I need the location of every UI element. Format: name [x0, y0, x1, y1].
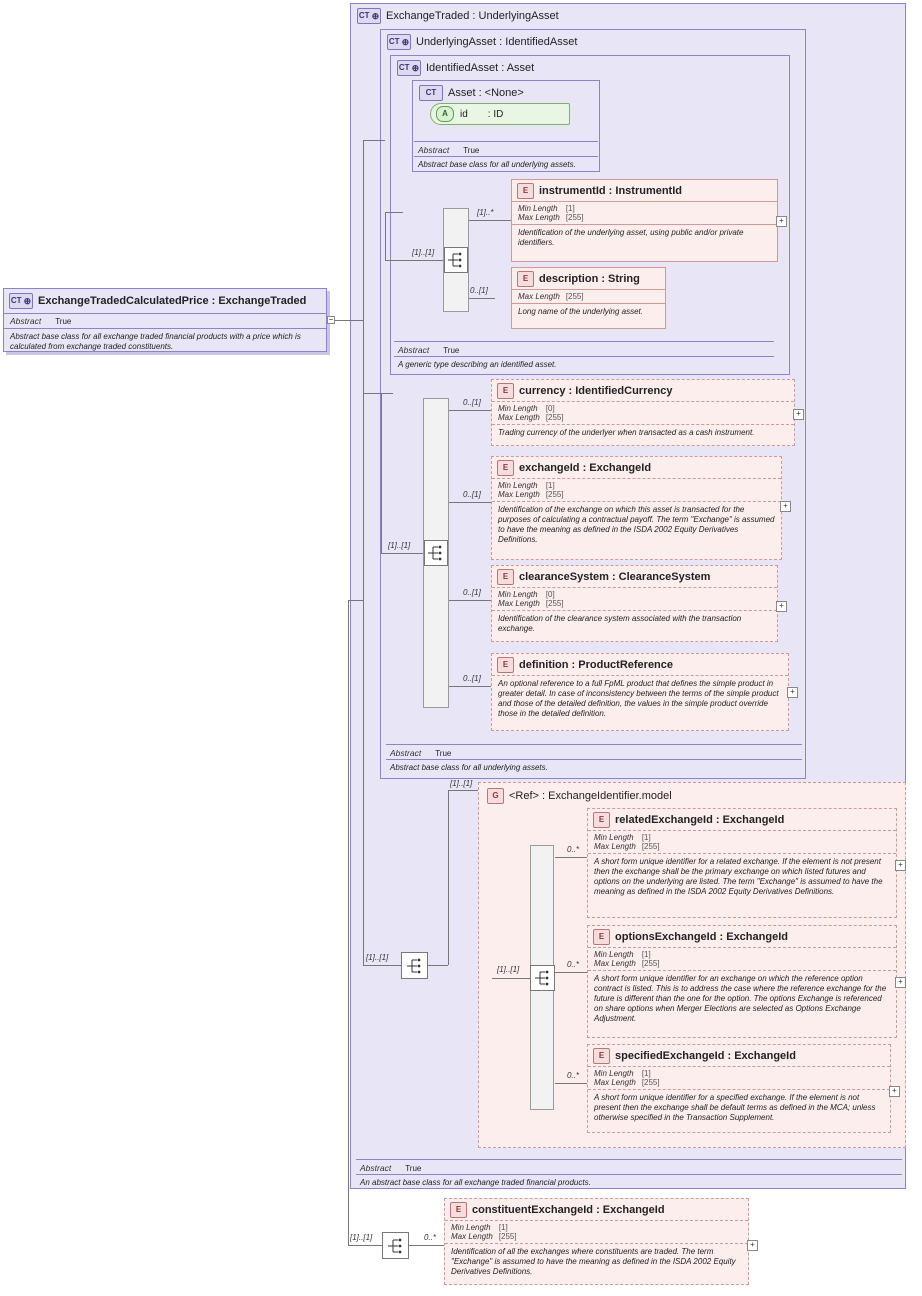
container-identified-asset-header: [392, 57, 539, 78]
element-exchangeId-label: exchangeId : ExchangeId: [519, 462, 652, 474]
group-cardinality: [1]..[1]: [450, 779, 473, 788]
comp4-out-2: [555, 972, 587, 973]
element-instrumentId-expand[interactable]: [776, 216, 787, 227]
exchange-traded-description: An abstract base class for all exchange traded financial products.: [360, 1178, 591, 1187]
element-specifiedExchangeId[interactable]: [587, 1044, 891, 1133]
comp4-out-1: [555, 857, 587, 858]
root-collapse-handle[interactable]: –: [327, 316, 335, 324]
comp2-out-1: [449, 410, 491, 411]
comp3-cardinality: [1]..[1]: [366, 953, 389, 962]
comp3-out-top: [448, 790, 480, 791]
e-icon: E: [593, 812, 610, 828]
element-instrumentId-label: instrumentId : InstrumentId: [539, 185, 682, 197]
container-exchange-traded-label: ExchangeTraded : UnderlyingAsset: [386, 10, 559, 22]
element-clearanceSystem-expand[interactable]: [776, 601, 787, 612]
element-description[interactable]: [511, 267, 666, 329]
comp1-in-line: [385, 212, 403, 213]
comp4-cardinality: [1]..[1]: [497, 965, 520, 974]
container-asset-label: Asset : <None>: [448, 87, 524, 99]
element-instrumentId[interactable]: [511, 179, 778, 262]
g-icon: G: [487, 788, 504, 804]
element-definition-description: An optional reference to a full FpML product that defines the simple product in greater detail. In case of inconsistency between the terms of the simple product and those of the detailed definition, the values in the simple product override those in the detailed definition.: [498, 679, 779, 718]
e-icon: E: [517, 271, 534, 287]
e-icon: E: [593, 929, 610, 945]
comp2-out-2: [449, 502, 491, 503]
specifiedExchangeId-cardinality: 0..*: [567, 1071, 580, 1080]
element-constituentExchangeId-description: Identification of all the exchanges where constituents are traded. The term "Exchange" is assumed to have the meaning as defined in the ISDA 2002 Equity Derivatives Definitions.: [451, 1247, 736, 1276]
e-icon: E: [497, 657, 514, 673]
comp1-in-vline: [385, 212, 386, 260]
comp1-in-line2: [385, 260, 443, 261]
ct-plus-icon: CT ⊕: [387, 34, 411, 50]
comp2-in-vline: [381, 393, 382, 553]
element-currency-description: Trading currency of the underlyer when transacted as a cash instrument.: [498, 428, 755, 437]
comp2-in-line: [381, 393, 393, 394]
element-description-facets: Max Length [255]: [518, 292, 584, 301]
element-specifiedExchangeId-facets: Min Length [1] Max Length [255]: [594, 1069, 660, 1087]
e-icon: E: [450, 1202, 467, 1218]
container-exchange-traded-header: [352, 5, 564, 26]
identified-asset-separator: [394, 341, 774, 342]
element-exchangeId[interactable]: [491, 456, 782, 560]
element-currency-label: currency : IdentifiedCurrency: [519, 385, 673, 397]
comp1-out-top: [469, 220, 511, 221]
comp5-out-line: [409, 1245, 444, 1246]
e-icon: E: [593, 1048, 610, 1064]
element-description-label: description : String: [539, 273, 640, 285]
element-specifiedExchangeId-label: specifiedExchangeId : ExchangeId: [615, 1050, 796, 1062]
element-relatedExchangeId-description: A short form unique identifier for a related exchange. If the element is not present then the exchange shall be the primary exchange on which listed futures and options on the underlying are listed. The term "Exchange" is assumed to have the meaning as defined in the ISDA 2002 Equity Derivatives Definitions.: [594, 857, 883, 896]
e-icon: E: [497, 383, 514, 399]
element-exchangeId-header: [492, 457, 781, 478]
root-node-abstract: Abstract True: [10, 316, 72, 326]
element-definition-expand[interactable]: [787, 687, 798, 698]
asset-separator: [414, 141, 598, 142]
element-optionsExchangeId-description: A short form unique identifier for an exchange on which the reference option contract is listed. This is to address the case where the reference exchange for the future is different than the one for the option. The options Exchange is referenced on share options when Merger Elections are selected as Options Exchange Adjustment.: [594, 974, 887, 1023]
element-constituentExchangeId-header: [445, 1199, 748, 1220]
container-asset-header: [414, 82, 529, 103]
element-clearanceSystem-label: clearanceSystem : ClearanceSystem: [519, 571, 711, 583]
comp3-out-line: [428, 965, 448, 966]
comp2-out-3: [449, 600, 491, 601]
element-definition[interactable]: [491, 653, 789, 731]
element-description-description: Long name of the underlying asset.: [518, 307, 643, 316]
root-branch-top: [363, 140, 385, 141]
attribute-id[interactable]: [430, 103, 570, 125]
underlying-asset-abstract: Abstract True: [390, 748, 452, 758]
comp3-out-vline: [448, 790, 449, 965]
comp1-cardinality: [1]..[1]: [412, 248, 435, 257]
underlying-asset-separator: [386, 744, 802, 745]
comp2-cardinality: [1]..[1]: [388, 541, 411, 550]
root-node-label: ExchangeTradedCalculatedPrice : ExchangeTraded: [38, 295, 307, 307]
element-relatedExchangeId-label: relatedExchangeId : ExchangeId: [615, 814, 785, 826]
definition-cardinality: 0..[1]: [463, 674, 481, 683]
group-label: <Ref> : ExchangeIdentifier.model: [509, 790, 672, 802]
element-currency-facets: Min Length [0] Max Length [255]: [498, 404, 564, 422]
comp5-branch-vline: [348, 600, 349, 1245]
element-constituentExchangeId-facets: Min Length [1] Max Length [255]: [451, 1223, 517, 1241]
instrumentId-cardinality: [1]..*: [477, 208, 494, 217]
exchange-traded-separator: [356, 1159, 902, 1160]
element-definition-header: [492, 654, 788, 675]
element-currency-expand[interactable]: [793, 409, 804, 420]
comp1-compositor-icon[interactable]: [444, 247, 468, 273]
element-currency-header: [492, 380, 794, 401]
element-currency[interactable]: [491, 379, 795, 446]
root-node[interactable]: [3, 288, 327, 352]
a-icon: A: [436, 106, 454, 122]
e-icon: E: [497, 460, 514, 476]
identified-asset-description: A generic type describing an identified asset.: [398, 360, 557, 369]
root-node-description: Abstract base class for all exchange traded financial products with a price which is calculated from exchange traded constituents.: [10, 332, 301, 351]
exchange-traded-abstract: Abstract True: [360, 1163, 422, 1173]
attribute-id-type: : ID: [487, 108, 504, 120]
element-constituentExchangeId-expand[interactable]: [747, 1240, 758, 1251]
constituentExchangeId-cardinality: 0..*: [424, 1233, 437, 1242]
comp4-in-line: [492, 978, 530, 979]
identified-asset-abstract: Abstract True: [398, 345, 460, 355]
element-relatedExchangeId-header: [588, 809, 896, 830]
element-exchangeId-description: Identification of the exchange on which this asset is transacted for the purposes of calculating a contractual payoff. The term "Exchange" is assumed to have the meaning as defined in the ISDA 2002 Equity Derivatives Definitions.: [498, 505, 775, 544]
relatedExchangeId-cardinality: 0..*: [567, 845, 580, 854]
element-instrumentId-facets: Min Length [1] Max Length [255]: [518, 204, 584, 222]
comp5-compositor-icon[interactable]: [382, 1232, 409, 1259]
group-header: [482, 785, 677, 806]
element-exchangeId-expand[interactable]: [780, 501, 791, 512]
exchangeId-cardinality: 0..[1]: [463, 490, 481, 499]
element-relatedExchangeId[interactable]: [587, 808, 897, 918]
element-clearanceSystem-facets: Min Length [0] Max Length [255]: [498, 590, 564, 608]
comp5-cardinality: [1]..[1]: [350, 1233, 373, 1242]
attribute-id-label: id: [460, 108, 468, 120]
element-description-header: [512, 268, 665, 289]
element-relatedExchangeId-facets: Min Length [1] Max Length [255]: [594, 833, 660, 851]
ct-plus-icon: CT ⊕: [357, 8, 381, 24]
comp2-in-line2: [381, 553, 423, 554]
root-node-header: [4, 289, 326, 311]
comp3-branch-vline: [363, 600, 364, 965]
comp4-out-3: [555, 1083, 587, 1084]
element-clearanceSystem-header: [492, 566, 777, 587]
comp2-out-4: [449, 686, 491, 687]
element-optionsExchangeId[interactable]: [587, 925, 897, 1038]
element-optionsExchangeId-label: optionsExchangeId : ExchangeId: [615, 931, 788, 943]
element-definition-label: definition : ProductReference: [519, 659, 674, 671]
underlying-asset-description: Abstract base class for all underlying assets.: [390, 763, 548, 772]
container-underlying-asset-header: [382, 31, 582, 52]
description-cardinality: 0..[1]: [470, 286, 488, 295]
asset-abstract: Abstract True: [418, 145, 480, 155]
comp1-out-bot: [469, 298, 495, 299]
ct-plus-icon: CT ⊕: [397, 60, 421, 76]
element-clearanceSystem[interactable]: [491, 565, 778, 642]
element-optionsExchangeId-header: [588, 926, 896, 947]
root-branch-bottom: [348, 600, 363, 601]
element-constituentExchangeId[interactable]: [444, 1198, 749, 1285]
element-exchangeId-facets: Min Length [1] Max Length [255]: [498, 481, 564, 499]
element-relatedExchangeId-expand[interactable]: [895, 860, 906, 871]
e-icon: E: [497, 569, 514, 585]
element-specifiedExchangeId-expand[interactable]: [889, 1086, 900, 1097]
ct-plus-icon: CT ⊕: [9, 293, 33, 309]
container-identified-asset-label: IdentifiedAsset : Asset: [426, 62, 535, 74]
root-branch-vline: [363, 140, 364, 600]
comp3-compositor-icon[interactable]: [401, 952, 428, 979]
element-constituentExchangeId-label: constituentExchangeId : ExchangeId: [472, 1204, 665, 1216]
comp3-in-line: [363, 965, 401, 966]
optionsExchangeId-cardinality: 0..*: [567, 960, 580, 969]
asset-description: Abstract base class for all underlying assets.: [418, 160, 576, 169]
element-optionsExchangeId-facets: Min Length [1] Max Length [255]: [594, 950, 660, 968]
element-specifiedExchangeId-header: [588, 1045, 890, 1066]
element-instrumentId-description: Identification of the underlying asset, using public and/or private identifiers.: [518, 228, 744, 247]
currency-cardinality: 0..[1]: [463, 398, 481, 407]
clearanceSystem-cardinality: 0..[1]: [463, 588, 481, 597]
comp4-compositor-icon[interactable]: [530, 965, 555, 991]
element-specifiedExchangeId-description: A short form unique identifier for a specified exchange. If the element is not present then the exchange shall be default terms as defined in the MCA; unless otherwise specified in the Transaction Supplement.: [594, 1093, 876, 1122]
root-branch-mid: [363, 393, 381, 394]
element-clearanceSystem-description: Identification of the clearance system associated with the transaction exchange.: [498, 614, 742, 633]
container-underlying-asset-label: UnderlyingAsset : IdentifiedAsset: [416, 36, 578, 48]
root-connector-line: [335, 320, 363, 321]
element-instrumentId-header: [512, 180, 777, 201]
e-icon: E: [517, 183, 534, 199]
ct-icon: CT: [419, 85, 443, 101]
comp5-in-line: [348, 1245, 382, 1246]
element-optionsExchangeId-expand[interactable]: [895, 977, 906, 988]
comp2-compositor-icon[interactable]: [424, 540, 448, 566]
